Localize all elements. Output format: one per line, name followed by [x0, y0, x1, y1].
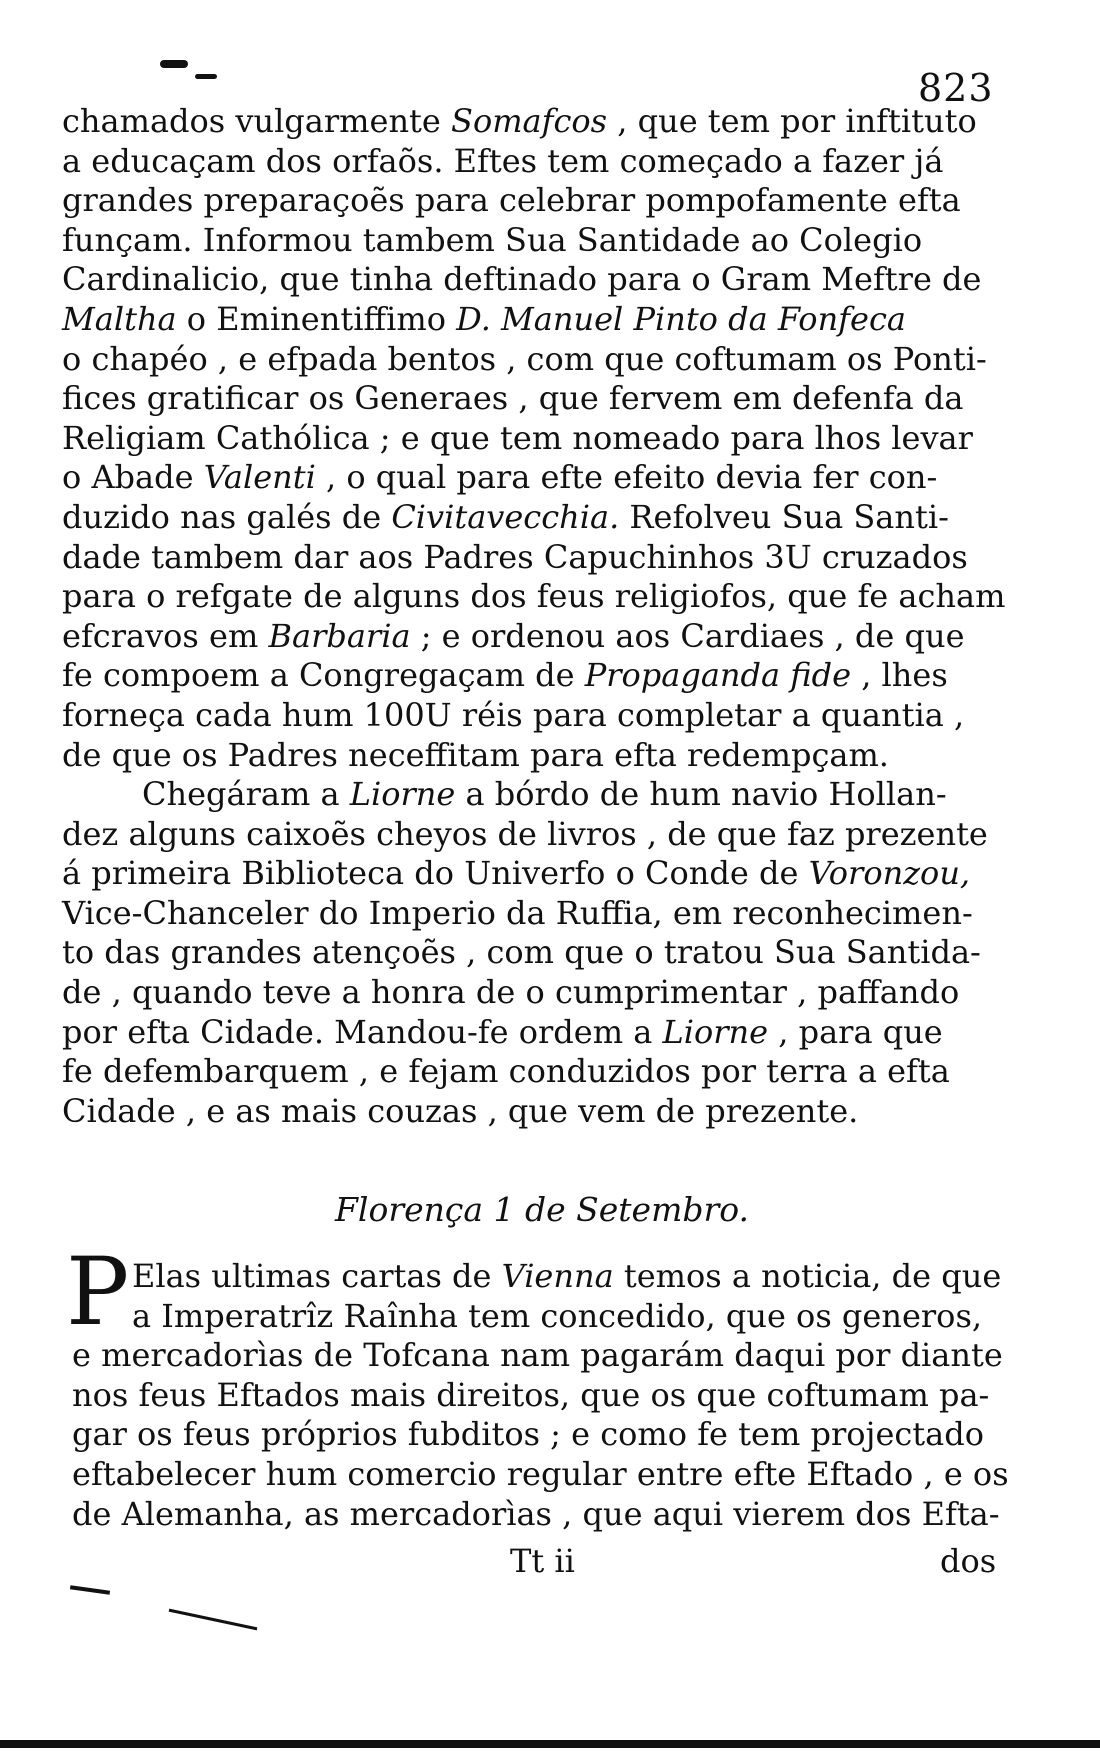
- page-number: 823: [918, 66, 994, 110]
- text-run: efcravos em: [62, 616, 269, 655]
- text-run: Vice-Chanceler do Imperio da Ruffia, em reconhecimen-: [62, 893, 973, 932]
- text-run: Cardinalicio, que tinha deftinado para o Gram Meftre de: [62, 260, 982, 299]
- text-line: [62, 973, 992, 1013]
- text-line: [62, 577, 1006, 617]
- text-run: Cidade , e as mais couzas , que vem de prezente.: [62, 1091, 859, 1130]
- text-line: [62, 379, 992, 419]
- text-line: [62, 696, 992, 736]
- text-line: [62, 142, 992, 182]
- text-line: [62, 656, 992, 696]
- text-line: [62, 458, 992, 498]
- text-run: ; e ordenou aos Cardiaes , de que: [410, 616, 965, 655]
- text-run: Chegáram a: [142, 775, 350, 814]
- text-line: [62, 1092, 992, 1132]
- text-line: [62, 102, 992, 142]
- text-run: forneça cada hum 100U réis para completar a quantia ,: [62, 695, 965, 734]
- italic-proper-name: Liorne: [349, 775, 456, 814]
- page-bottom-edge: [0, 1740, 1100, 1748]
- text-line: [62, 617, 992, 657]
- text-line: [62, 815, 992, 855]
- text-line: [62, 1013, 992, 1053]
- italic-proper-name: D. Manuel Pinto da Fonfeca: [456, 299, 906, 338]
- text-line: [62, 181, 992, 221]
- text-line: [72, 1454, 1009, 1495]
- florence-news-text-block: [72, 1257, 1009, 1534]
- drop-cap-letter: P: [66, 1238, 130, 1347]
- text-run: dade tambem dar aos Padres Capuchinhos 3U cruzados: [62, 537, 968, 576]
- text-line: [72, 1257, 1002, 1297]
- text-run: a educaçam dos orfaõs. Eftes tem começado a fazer já: [62, 141, 944, 180]
- text-line: [62, 300, 992, 340]
- text-line: [62, 538, 992, 578]
- text-line: [72, 1336, 1002, 1376]
- text-run: o Abade: [62, 458, 204, 497]
- ink-blot-mark: [195, 74, 217, 79]
- text-line: [72, 1495, 1002, 1535]
- text-run: a Imperatrîz Raînha tem concedido, que os generos,: [132, 1296, 983, 1335]
- text-run: o Eminentiffimo: [176, 299, 457, 338]
- text-run: a bórdo de hum navio Hollan-: [455, 775, 947, 814]
- italic-proper-name: Liorne: [662, 1012, 769, 1051]
- text-line: [72, 1376, 1002, 1416]
- italic-proper-name: Propaganda fide: [584, 656, 852, 695]
- text-run: eftabelecer hum comercio regular entre efte Eftado , e os: [72, 1454, 1009, 1493]
- text-run: de que os Padres neceffitam para efta redempçam.: [62, 735, 889, 774]
- italic-proper-name: Voronzou,: [808, 854, 971, 893]
- text-line: [62, 419, 992, 459]
- text-line: [62, 340, 992, 380]
- text-run: á primeira Biblioteca do Univerfo o Conde de: [62, 854, 809, 893]
- text-run: chamados vulgarmente: [62, 102, 452, 140]
- catchword: dos: [940, 1542, 997, 1580]
- text-run: funçam. Informou tambem Sua Santidade ao Colegio: [62, 220, 923, 259]
- text-run: , para que: [768, 1012, 943, 1051]
- text-run: , o qual para efte efeito devia fer con-: [315, 458, 938, 497]
- dateline-heading: Florença 1 de Setembro.: [335, 1190, 750, 1229]
- text-run: grandes preparaçoẽs para celebrar pompofamente efta: [62, 181, 961, 220]
- text-run: , que tem por inftituto: [607, 102, 977, 140]
- text-run: nos feus Eftados mais direitos, que os que coftumam pa-: [72, 1375, 990, 1414]
- text-line: [62, 1052, 992, 1092]
- text-run: de Alemanha, as mercadorìas , que aqui vierem dos Efta-: [72, 1494, 1000, 1533]
- text-run: fices gratificar os Generaes , que fervem em defenfa da: [62, 379, 964, 418]
- text-run: Religiam Cathólica ; e que tem nomeado para lhos levar: [62, 418, 973, 457]
- ink-smudge-mark: [70, 1585, 110, 1595]
- text-run: para o refgate de alguns dos feus religiofos, que fe acham: [62, 577, 1006, 616]
- italic-proper-name: Somafcos: [451, 102, 608, 140]
- text-line: [62, 894, 992, 934]
- text-run: e mercadorìas de Tofcana nam pagarám daqui por diante: [72, 1336, 1003, 1375]
- text-line: [62, 736, 992, 776]
- text-run: , lhes: [851, 656, 948, 695]
- text-run: dez alguns caixoẽs cheyos de livros , de que faz prezente: [62, 814, 988, 853]
- text-run: fe compoem a Congregaçam de: [62, 656, 585, 695]
- text-run: fe defembarquem , e fejam conduzidos por terra a efta: [62, 1052, 950, 1091]
- text-line: [62, 775, 992, 815]
- italic-proper-name: Valenti: [203, 458, 316, 497]
- text-line: [72, 1297, 1002, 1337]
- text-run: duzido nas galés de: [62, 497, 392, 536]
- text-run: temos a noticia, de que: [613, 1257, 1002, 1295]
- ink-smudge-mark: [169, 1609, 258, 1631]
- italic-proper-name: Civitavecchia.: [391, 497, 620, 536]
- text-run: Refolveu Sua Santi-: [619, 497, 949, 536]
- text-run: o chapéo , e efpada bentos , com que coftumam os Ponti-: [62, 339, 987, 378]
- italic-proper-name: Barbaria: [268, 616, 411, 655]
- ink-blot-mark: [160, 60, 188, 68]
- text-line: [62, 498, 992, 538]
- text-run: gar os feus próprios fubditos ; e como fe tem projectado: [72, 1415, 984, 1454]
- text-run: por efta Cidade. Mandou-fe ordem a: [62, 1012, 663, 1051]
- italic-proper-name: Vienna: [501, 1257, 614, 1295]
- text-line: [62, 933, 992, 973]
- text-line: [62, 221, 992, 261]
- text-line: [72, 1415, 1002, 1455]
- signature-mark: Tt ii: [510, 1542, 575, 1580]
- main-text-block: [62, 102, 1006, 1131]
- text-line: [62, 854, 992, 894]
- text-line: [62, 260, 992, 300]
- text-run: to das grandes atençoẽs , com que o tratou Sua Santida-: [62, 933, 981, 972]
- text-run: Elas ultimas cartas de: [132, 1257, 502, 1295]
- text-run: de , quando teve a honra de o cumprimentar , paffando: [62, 973, 960, 1012]
- italic-proper-name: Maltha: [62, 299, 177, 338]
